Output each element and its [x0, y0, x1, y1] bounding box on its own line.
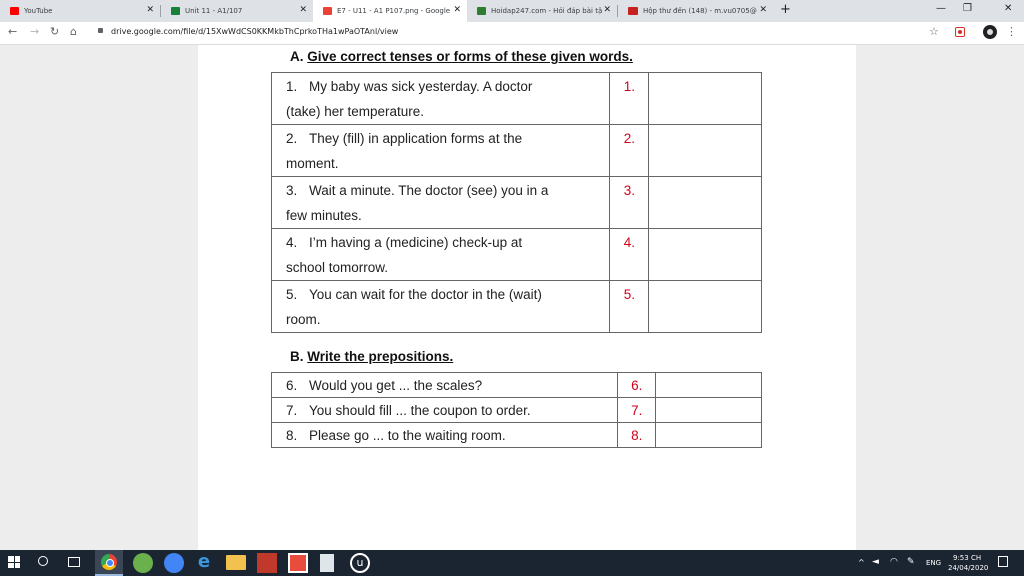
question-text: Would you get ... the scales?	[309, 378, 483, 393]
table-row: 8. Please go ... to the waiting room. 8.	[272, 423, 762, 448]
answer-number: 2.	[610, 125, 649, 177]
answer-cell	[656, 423, 762, 448]
table-row: 2. They (fill) in application forms at the moment. 2.	[272, 125, 762, 177]
question-text: school tomorrow.	[286, 260, 389, 275]
question-text: They (fill) in application forms at the	[309, 131, 523, 146]
table-row: 4. I’m having a (medicine) check-up at school tomorrow. 4.	[272, 229, 762, 281]
section-b-table	[271, 372, 762, 448]
tab-label: Hộp thư đến (148) - m.vu0705@	[643, 7, 757, 15]
hoidap-icon	[477, 7, 486, 15]
tab-label: YouTube	[24, 7, 53, 15]
question-text: moment.	[286, 156, 339, 171]
question-text: My baby was sick yesterday. A doctor	[309, 79, 533, 94]
window-close-icon[interactable]: ✕	[1004, 3, 1013, 14]
tab-label: E7 - U11 - A1 P107.png - Google	[337, 7, 451, 15]
app-icon[interactable]	[133, 553, 153, 573]
app-icon[interactable]	[257, 553, 277, 573]
question-text: I’m having a (medicine) check-up at	[309, 235, 523, 250]
speaker-icon[interactable]: ◄	[872, 557, 879, 567]
edge-icon[interactable]: e	[197, 551, 211, 572]
new-tab-icon[interactable]: +	[780, 2, 791, 17]
language-indicator[interactable]: ENG	[926, 559, 942, 567]
answer-cell	[649, 125, 762, 177]
tab-gmail[interactable]	[618, 0, 773, 22]
answer-number: 5.	[610, 281, 649, 333]
tab-strip	[0, 0, 1024, 22]
close-icon[interactable]: ✕	[299, 5, 307, 15]
answer-number: 4.	[610, 229, 649, 281]
url-field[interactable]: drive.google.com/file/d/15XwWdCS0KKMkbThCprkoTHa1wPaOTAnl/view	[111, 27, 399, 36]
tab-drive-image[interactable]	[313, 0, 467, 22]
sheets-icon	[171, 7, 180, 15]
table-row: 6. Would you get ... the scales? 6.	[272, 373, 762, 398]
tab-label: Hoidap247.com - Hỏi đáp bài tậ	[491, 7, 603, 15]
answer-cell	[649, 281, 762, 333]
answer-number: 6.	[618, 373, 656, 398]
address-bar	[0, 22, 1024, 45]
bookmark-star-icon[interactable]: ☆	[929, 25, 939, 38]
chrome-taskbar-item[interactable]	[95, 550, 123, 576]
lock-icon[interactable]	[98, 28, 103, 33]
table-row: 3. Wait a minute. The doctor (see) you in a few minutes. 3.	[272, 177, 762, 229]
table-row: 7. You should fill ... the coupon to order. 7.	[272, 398, 762, 423]
clock-date[interactable]: 24/04/2020	[948, 564, 989, 572]
answer-number: 3.	[610, 177, 649, 229]
home-icon[interactable]: ⌂	[70, 25, 77, 38]
extension-icon[interactable]	[955, 27, 965, 37]
table-row: 5. You can wait for the doctor in the (wait) room. 5.	[272, 281, 762, 333]
tab-label: Unit 11 - A1/107	[185, 7, 243, 15]
section-a-title: A. Give correct tenses or forms of these given words.	[290, 49, 633, 64]
question-text: Please go ... to the waiting room.	[309, 428, 506, 443]
worksheet-page	[198, 45, 856, 550]
answer-cell	[656, 373, 762, 398]
question-text: few minutes.	[286, 208, 362, 223]
table-row: 1. My baby was sick yesterday. A doctor (take) her temperature. 1.	[272, 73, 762, 125]
image-viewer	[0, 45, 1024, 550]
task-view-icon[interactable]	[68, 557, 80, 567]
back-icon[interactable]: ←	[8, 25, 18, 38]
wifi-icon[interactable]: ◠	[890, 557, 898, 567]
answer-cell	[649, 177, 762, 229]
question-text: You can wait for the doctor in the (wait)	[309, 287, 542, 302]
tab-unit-11[interactable]	[161, 0, 313, 22]
forward-icon[interactable]: →	[30, 25, 40, 38]
calculator-icon[interactable]	[320, 554, 334, 572]
unikey-icon[interactable]: u	[350, 553, 370, 573]
tab-youtube[interactable]	[0, 0, 160, 22]
question-text: (take) her temperature.	[286, 104, 425, 119]
clock-time[interactable]: 9:53 CH	[953, 554, 982, 562]
profile-avatar[interactable]	[983, 25, 997, 39]
question-text: room.	[286, 312, 321, 327]
question-text: Wait a minute. The doctor (see) you in a	[309, 183, 549, 198]
youtube-icon	[10, 7, 19, 15]
reload-icon[interactable]: ↻	[50, 25, 60, 38]
close-icon[interactable]: ✕	[146, 5, 154, 15]
close-icon[interactable]: ✕	[453, 5, 461, 15]
chevron-up-icon[interactable]: ^	[858, 558, 865, 567]
answer-cell	[649, 73, 762, 125]
answer-cell	[656, 398, 762, 423]
menu-kebab-icon[interactable]: ⋮	[1006, 25, 1017, 38]
chrome-alt-icon[interactable]	[164, 553, 184, 573]
close-icon[interactable]: ✕	[759, 5, 767, 15]
taskbar	[0, 550, 1024, 576]
question-text: You should fill ... the coupon to order.	[309, 403, 531, 418]
search-icon[interactable]	[38, 556, 48, 566]
restore-icon[interactable]: ❐	[963, 3, 972, 14]
answer-number: 1.	[610, 73, 649, 125]
answer-cell	[649, 229, 762, 281]
file-explorer-icon[interactable]	[226, 555, 246, 570]
windows-start-icon[interactable]	[8, 556, 20, 568]
pen-icon[interactable]: ✎	[907, 557, 915, 567]
notification-icon[interactable]	[998, 556, 1008, 567]
section-a-table	[271, 72, 762, 333]
minimize-icon[interactable]: —	[936, 3, 946, 14]
answer-number: 8.	[618, 423, 656, 448]
close-icon[interactable]: ✕	[603, 5, 611, 15]
image-file-icon	[323, 7, 332, 15]
app-icon[interactable]	[288, 553, 308, 573]
gmail-icon	[628, 7, 638, 15]
tab-hoidap247[interactable]	[467, 0, 617, 22]
answer-number: 7.	[618, 398, 656, 423]
section-b-title: B. Write the prepositions.	[290, 349, 454, 364]
